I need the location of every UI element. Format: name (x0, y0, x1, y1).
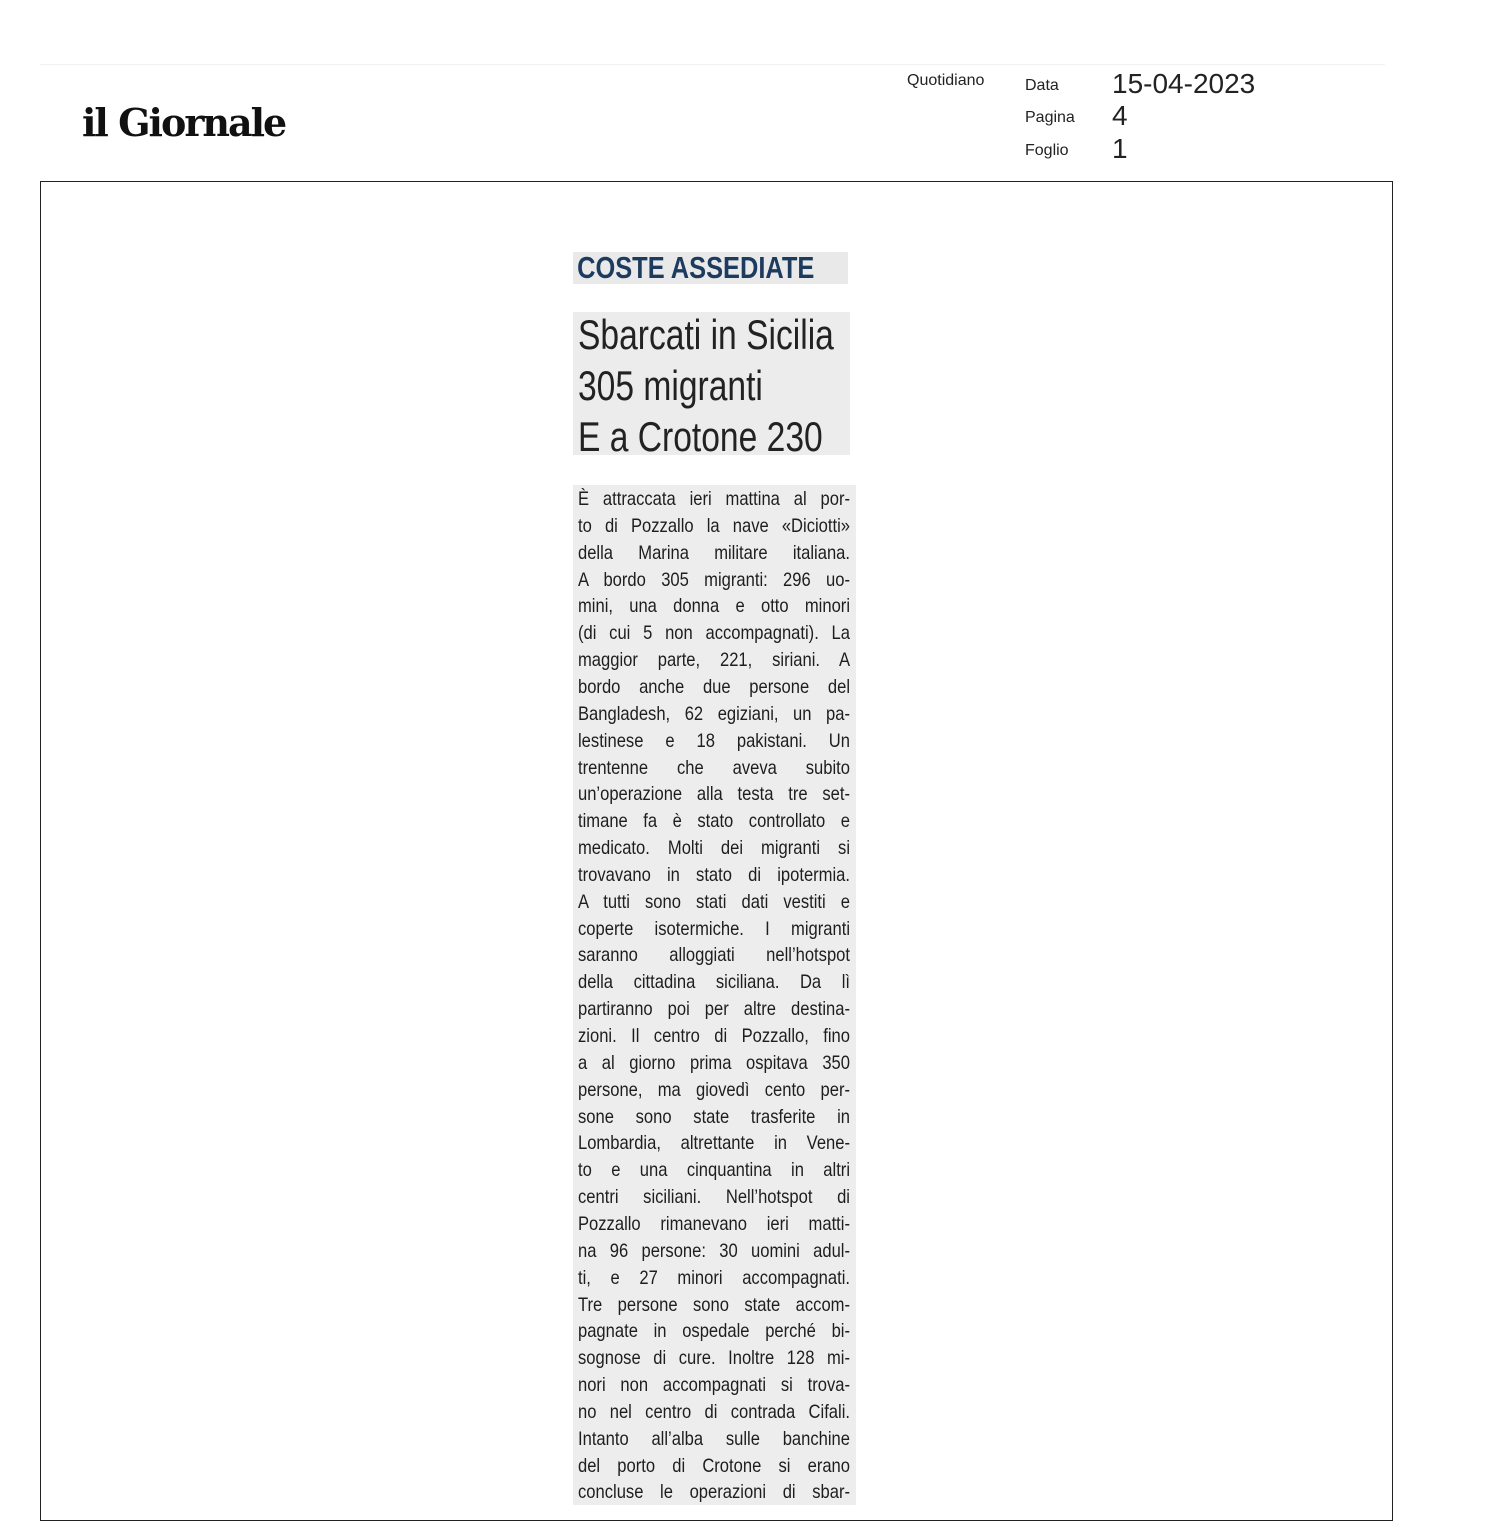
body-line: Intanto all’alba sulle banchine (578, 1427, 850, 1450)
sheet-value: 1 (1112, 133, 1128, 164)
date-label: Data (1025, 77, 1059, 94)
body-line: zioni. Il centro di Pozzallo, fino (578, 1025, 850, 1047)
article-kicker (573, 252, 848, 284)
date-value: 15-04-2023 (1112, 68, 1256, 99)
body-line: sognose di cure. Inoltre 128 mi- (578, 1347, 850, 1370)
article-headline (573, 311, 850, 460)
body-line: del porto di Crotone si erano (578, 1454, 850, 1477)
body-line: to e una cinquantina in altri (578, 1159, 850, 1182)
body-line: Tre persone sono state accom- (578, 1293, 850, 1316)
body-line: mini, una donna e otto minori (578, 595, 850, 618)
body-line: pagnate in ospedale perché bi- (578, 1320, 850, 1343)
body-line: na 96 persone: 30 uomini adul- (578, 1239, 850, 1262)
body-line: coperte isotermiche. I migranti (578, 917, 850, 940)
body-line: a al giorno prima ospitava 350 (578, 1051, 850, 1074)
body-line: partiranno poi per altre destina- (578, 998, 850, 1021)
body-line: (di cui 5 non accompagnati). La (578, 622, 850, 645)
body-line: maggior parte, 221, siriani. A (578, 649, 850, 672)
page-label: Pagina (1025, 109, 1075, 126)
body-line: A bordo 305 migranti: 296 uo- (578, 568, 850, 591)
article-body (573, 485, 856, 1505)
headline-line: E a Crotone 230 (578, 413, 823, 460)
body-line: Bangladesh, 62 egiziani, un pa- (578, 702, 850, 725)
sheet-label: Foglio (1025, 142, 1069, 159)
body-line: centri siciliani. Nell’hotspot di (578, 1186, 850, 1209)
body-line: lestinese e 18 pakistani. Un (578, 729, 850, 752)
body-line: Lombardia, altrettante in Vene- (578, 1132, 850, 1155)
body-line: nori non accompagnati si trova- (578, 1374, 850, 1397)
body-line: saranno alloggiati nell’hotspot (578, 944, 850, 967)
page-value: 4 (1112, 100, 1128, 131)
body-line: A tutti sono stati dati vestiti e (578, 890, 850, 913)
body-line: della cittadina siciliana. Da lì (578, 971, 850, 994)
body-line: bordo anche due persone del (578, 675, 850, 698)
newspaper-logo: il Giornale (82, 100, 286, 145)
body-line: concluse le operazioni di sbar- (578, 1481, 850, 1504)
body-line: ti, e 27 minori accompagnati. (578, 1266, 850, 1289)
body-line: trovavano in stato di ipotermia. (578, 863, 850, 886)
kicker-text: COSTE ASSEDIATE (577, 250, 815, 285)
headline-line: Sbarcati in Sicilia (578, 311, 834, 358)
body-line: to di Pozzallo la nave «Diciotti» (578, 514, 850, 537)
body-line: medicato. Molti dei migranti si (578, 837, 850, 860)
publication-type: Quotidiano (907, 72, 985, 89)
body-line: persone, ma giovedì cento per- (578, 1078, 850, 1101)
body-line: Pozzallo rimanevano ieri matti- (578, 1212, 850, 1235)
body-line: È attraccata ieri mattina al por- (578, 488, 850, 510)
body-line: trentenne che aveva subito (578, 756, 850, 779)
body-line: della Marina militare italiana. (578, 541, 850, 564)
header-divider (40, 64, 1385, 65)
body-line: timane fa è stato controllato e (578, 810, 850, 833)
body-line: no nel centro di contrada Cifali. (578, 1400, 850, 1423)
headline-line: 305 migranti (578, 362, 763, 409)
body-line: sone sono state trasferite in (578, 1105, 850, 1128)
body-line: un’operazione alla testa tre set- (578, 783, 850, 806)
